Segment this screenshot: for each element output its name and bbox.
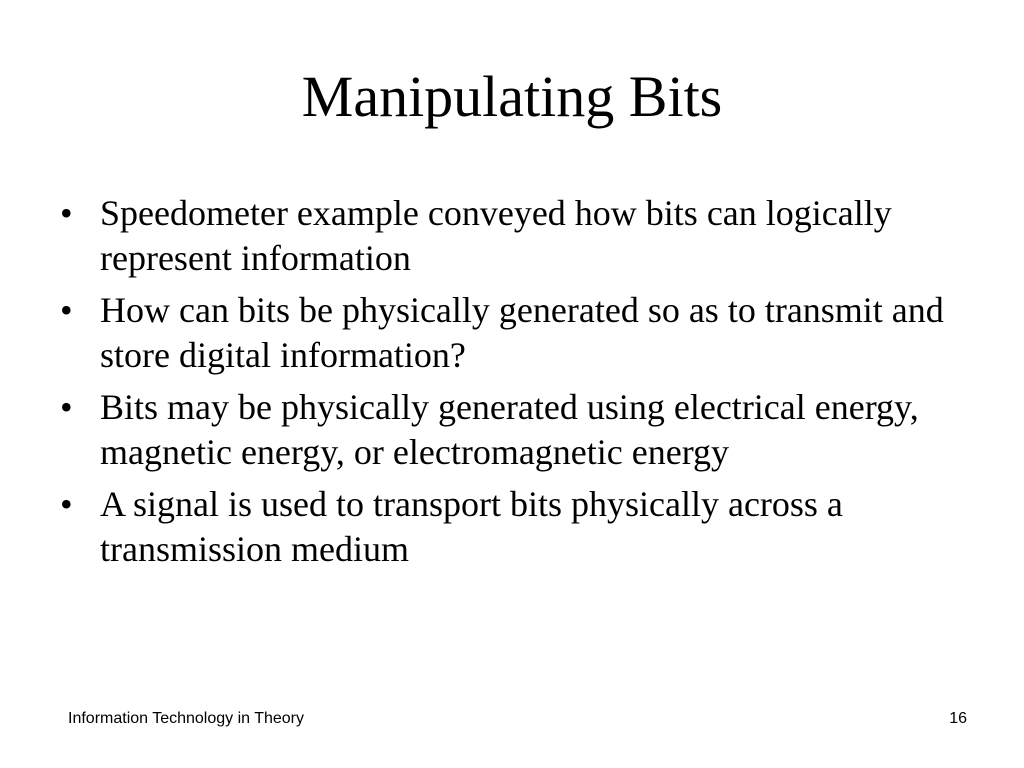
bullet-text: Speedometer example conveyed how bits can logically represent information [100,193,892,278]
slide-number: 16 [949,710,967,727]
bullet-icon: • [60,193,73,233]
footer-course-title: Information Technology in Theory [68,710,304,727]
bullet-list [60,191,960,579]
bullet-icon: • [60,290,73,330]
bullet-text: A signal is used to transport bits physically across a transmission medium [100,484,843,569]
bullet-icon: • [60,484,73,524]
bullet-item [60,385,960,475]
bullet-text: Bits may be physically generated using electrical energy, magnetic energy, or electromagnetic energy [100,387,919,472]
bullet-text: How can bits be physically generated so as to transmit and store digital information? [100,290,944,375]
slide-title: Manipulating Bits [301,64,723,129]
bullet-item [60,482,960,572]
bullet-item [60,288,960,378]
bullet-icon: • [60,387,73,427]
bullet-item [60,191,960,281]
slide-footer [68,707,967,731]
